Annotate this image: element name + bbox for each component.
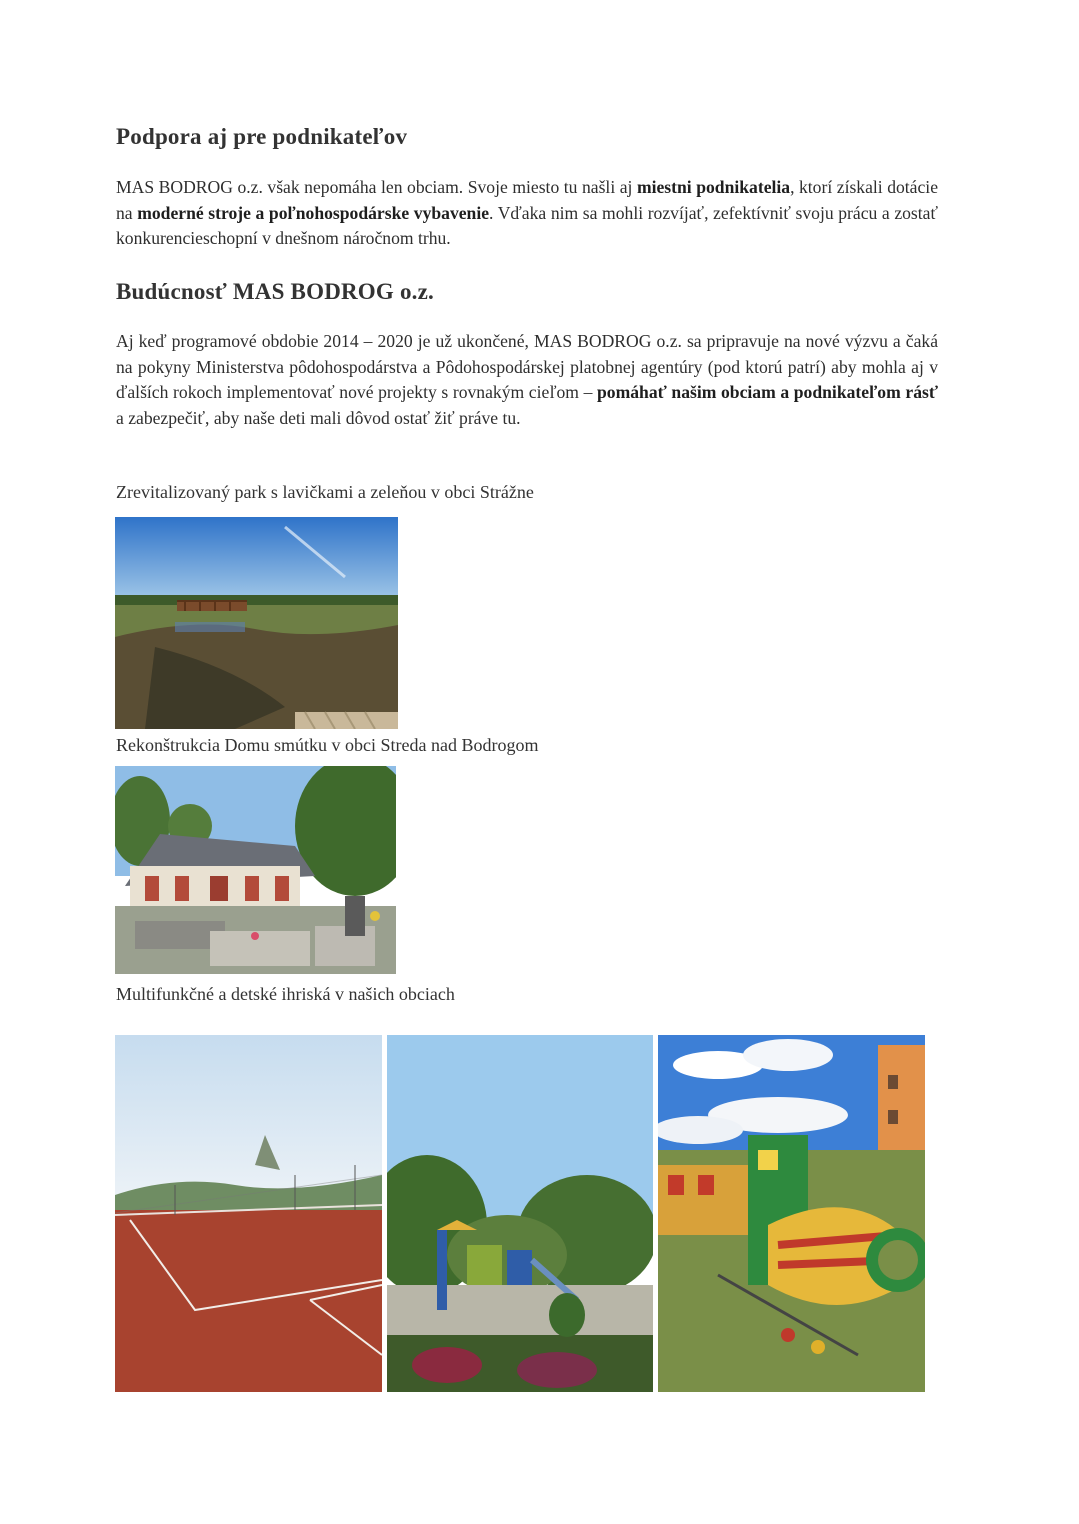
caption-park: Zrevitalizovaný park s lavičkami a zeleňou v obci Strážne — [116, 482, 534, 502]
sports-court-photo — [115, 1035, 382, 1392]
paragraph-podpora: MAS BODROG o.z. však nepomáha len obciam. Svoje miesto tu našli aj miestni podnikatelia, ktorí získali dotácie na moderné stroje a poľnohospodárske vybavenie. Vďaka nim sa mohli rozvíjať, zefektívniť svoju prácu a zostať konkurencieschopní v dnešnom náročnom trhu. — [116, 177, 939, 248]
heading-podpora: Podpora aj pre podnikateľov — [116, 124, 408, 149]
caption-playgrounds: Multifunkčné a detské ihriská v našich obciach — [116, 984, 455, 1004]
paragraph-buducnost: Aj keď programové obdobie 2014 – 2020 je už ukončené, MAS BODROG o.z. sa pripravuje na nové výzvu a čaká na pokyny Ministerstva pôdohospodárstva a Pôdohospodárskej platobnej agentúry (pod ktorú patrí) aby mohla aj v ďalších rokoch implementovať nové projekty s rovnakým cieľom – pomáhať našim obciam a podnikateľom rásť a zabezpečiť, aby naše deti mali dôvod ostať žiť práve tu. — [116, 331, 939, 428]
playground-photo — [387, 1035, 653, 1392]
train-playground-photo — [658, 1035, 925, 1392]
park-photo — [115, 517, 398, 729]
caption-funeral-home: Rekonštrukcia Domu smútku v obci Streda nad Bodrogom — [116, 735, 539, 755]
funeral-home-photo — [115, 766, 396, 974]
heading-buducnost: Budúcnosť MAS BODROG o.z. — [116, 279, 434, 304]
